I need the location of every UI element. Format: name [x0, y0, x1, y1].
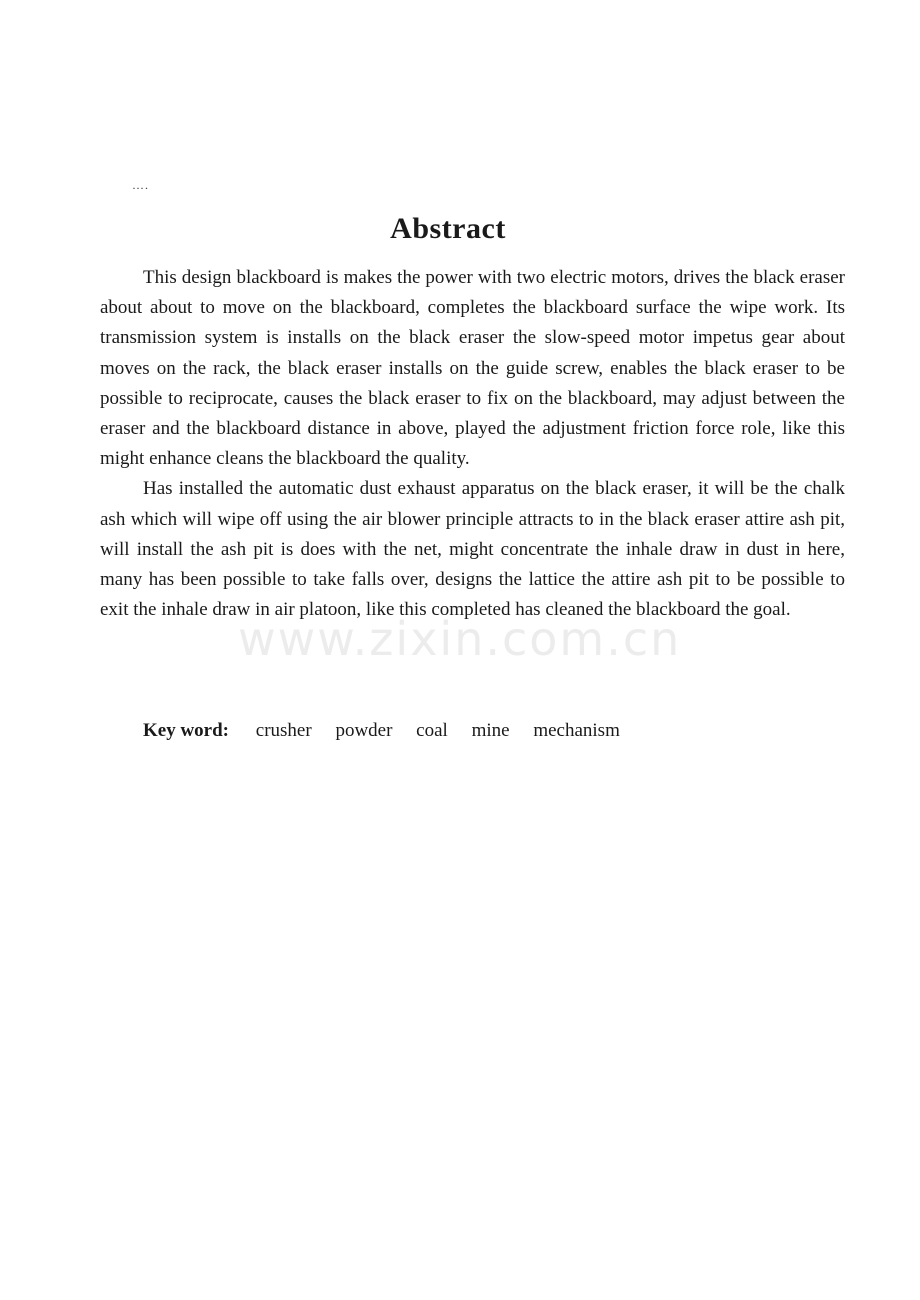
- abstract-body: [100, 263, 845, 625]
- keyword-item: mechanism: [533, 720, 620, 741]
- header-dots: ….: [132, 178, 149, 192]
- keywords-label: Key word:: [143, 720, 230, 741]
- watermark: www.zixin.com.cn: [238, 612, 682, 666]
- abstract-paragraph-2: Has installed the automatic dust exhaust apparatus on the black eraser, it will be the chalk ash which will wipe off using the air blower principle attracts to in the black eraser attire ash pit, will install the ash pit is does with the net, might concentrate the inhale draw in dust in here, many has been possible to take falls over, designs the lattice the attire ash pit to be possible to exit the inhale draw in air platoon, like this completed has cleaned the blackboard the goal.: [100, 478, 845, 621]
- keyword-item: powder: [335, 720, 393, 741]
- keywords-line: [143, 716, 639, 746]
- abstract-paragraph-1: This design blackboard is makes the power with two electric motors, drives the black eraser about about to move on the blackboard, completes the blackboard surface the wipe work. Its transmission system is installs on the black eraser the slow-speed motor impetus gear about moves on the rack, the black eraser installs on the guide screw, enables the black eraser to be possible to reciprocate, causes the black eraser to fix on the blackboard, may adjust between the eraser and the blackboard distance in above, played the adjustment friction force role, like this might enhance cleans the blackboard the quality.: [100, 267, 845, 470]
- keyword-item: coal: [416, 720, 448, 741]
- page-title: Abstract: [390, 212, 506, 245]
- keyword-item: crusher: [255, 720, 312, 741]
- keyword-item: mine: [471, 720, 510, 741]
